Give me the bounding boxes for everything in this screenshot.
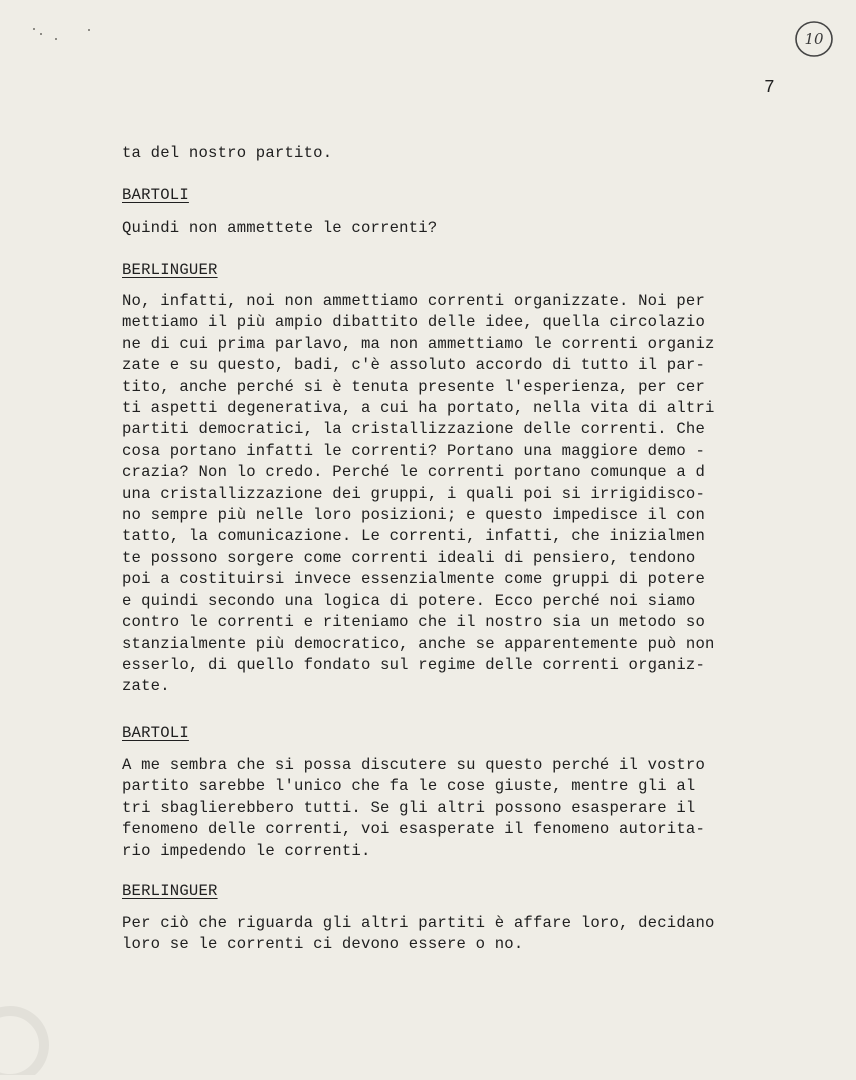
handwritten-number: 10 (804, 30, 824, 48)
text-line: tito, anche perché si è tenuta presente l'esperienza, per cer (122, 377, 706, 396)
text-line: ti aspetti degenerativa, a cui ha portato, nella vita di altri (122, 399, 715, 418)
text-line: rio impedendo le correnti. (122, 841, 371, 860)
text-line: A me sembra che si possa discutere su questo perché il vostro (122, 756, 706, 774)
speaker-label-berlinguer: BERLINGUER (122, 882, 218, 900)
scan-speck (33, 28, 35, 30)
scan-speck (40, 33, 42, 35)
text-line: crazia? Non lo credo. Perché le correnti portano comunque a d (122, 463, 706, 482)
text-line: partito sarebbe l'unico che fa le cose giuste, mentre gli al (122, 777, 696, 796)
handwritten-circled-number (794, 19, 834, 59)
text-line: Per ciò che riguarda gli altri partiti è affare loro, decidano (122, 914, 715, 932)
text-line: no sempre più nelle loro posizioni; e questo impedisce il con (122, 506, 706, 525)
text-line: tatto, la comunicazione. Le correnti, infatti, che inizialmen (122, 527, 706, 546)
text-line: partiti democratici, la cristallizzazione delle correnti. Che (122, 420, 706, 439)
text-line: mettiamo il più ampio dibattito delle idee, quella circolazio (122, 313, 706, 332)
scan-speck (88, 29, 90, 31)
text-line: cosa portano infatti le correnti? Portano una maggiore demo - (122, 441, 706, 460)
text-line: zate e su questo, badi, c'è assoluto accordo di tutto il par- (122, 356, 706, 375)
text-line: una cristallizzazione dei gruppi, i quali poi si irrigidisco- (122, 484, 706, 503)
text-line: fenomeno delle correnti, voi esasperate il fenomeno autorita- (122, 820, 706, 839)
text-line: stanzialmente più democratico, anche se apparentemente può non (122, 634, 715, 653)
archive-watermark-icon (0, 985, 80, 1075)
text-line: No, infatti, noi non ammettiamo correnti organizzate. Noi per (122, 292, 706, 310)
text-line: e quindi secondo una logica di potere. Ecco perché noi siamo (122, 591, 696, 610)
text-line: contro le correnti e riteniamo che il nostro sia un metodo so (122, 613, 706, 632)
paragraph-berlinguer-final (122, 913, 787, 956)
paragraph-bartoli-question (122, 218, 787, 239)
text-line: ne di cui prima parlavo, ma non ammettiamo le correnti organiz (122, 334, 715, 353)
page-number: 7 (764, 78, 775, 98)
text-line: zate. (122, 677, 170, 696)
paragraph-berlinguer-answer (122, 291, 787, 698)
text-line: te possono sorgere come correnti ideali di pensiero, tendono (122, 548, 696, 567)
speaker-label-bartoli: BARTOLI (122, 724, 189, 742)
text-line: tri sbaglierebbero tutti. Se gli altri possono esasperare il (122, 798, 696, 817)
scan-speck (55, 38, 57, 40)
text-line: esserlo, di quello fondato sul regime delle correnti organiz- (122, 655, 706, 674)
text-line: loro se le correnti ci devono essere o no. (122, 935, 524, 954)
text-line: Quindi non ammettete le correnti? (122, 219, 438, 237)
speaker-label-bartoli: BARTOLI (122, 186, 189, 204)
paragraph-bartoli-reply (122, 755, 787, 862)
paragraph-continuation (122, 143, 787, 164)
text-line: poi a costituirsi invece essenzialmente come gruppi di potere (122, 570, 706, 589)
text-line: ta del nostro partito. (122, 144, 333, 162)
speaker-label-berlinguer: BERLINGUER (122, 261, 218, 279)
